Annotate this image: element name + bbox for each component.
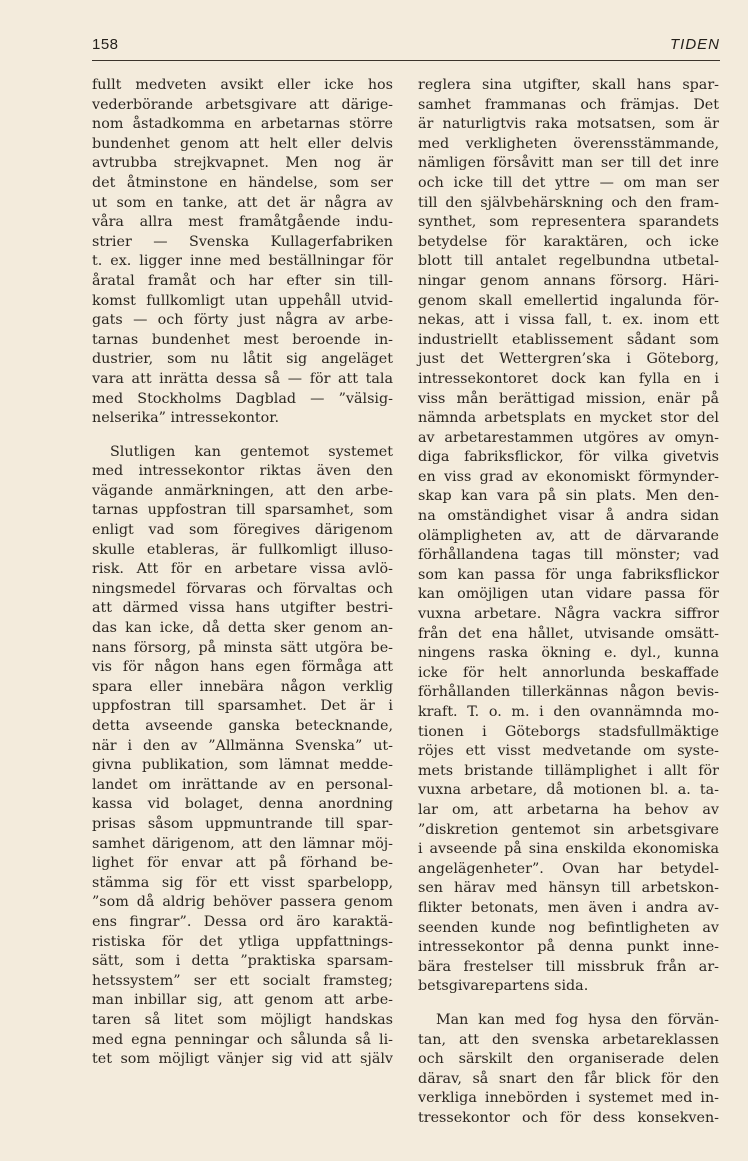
text-line: dustrier, som nu låtit sig angeläget [92,351,393,368]
text-line: tan, att den svenska arbetareklassen [418,1031,719,1048]
text-line: samhet frammanas och främjas. Det [418,96,719,113]
text-line: en viss grad av ekonomiskt förmynder- [418,468,719,485]
text-line: tet som möjligt vänjer sig vid att själv [92,1051,393,1068]
text-line: reglera sina utgifter, skall hans spar- [418,77,719,93]
text-line: förhållandena tagas till mönster; vad [418,547,719,564]
page-header [92,36,720,58]
text-line: uppfostran till sparsamhet. Det är i [92,698,393,715]
text-line: förhållanden tillerkännas någon bevis- [418,684,719,701]
text-line: olämpligheten av, att de därvarande [418,527,719,544]
paragraph-gap [418,997,719,1011]
text-line: avtrubba strejkvapnet. Men nog är [92,155,393,172]
text-line: till den självbehärskning och den fram- [418,194,719,211]
text-line: bära frestelser till missbruk från ar- [418,958,719,975]
text-line: röjes ett visst medvetande om syste- [418,743,719,760]
text-line: med Stockholms Dagblad — ”välsig- [92,390,393,407]
text-line: betsgivarepartens sida. [418,978,589,995]
left-column [92,76,393,1070]
text-line: blott till antalet regelbundna utbetal- [418,253,719,270]
text-line: nelserika” intressekontor. [92,410,280,427]
journal-title: TIDEN [670,36,720,53]
right-column [418,76,719,1128]
text-line: våra allra mest framåtgående indu- [92,214,393,231]
text-line: med verkligheten överensstämmande, [418,135,719,152]
text-line: det åtminstone en händelse, som ser [92,174,393,191]
text-line: ristiska för det ytliga uppfattnings- [92,933,393,950]
text-line: nom åstadkomma en arbetarnas större [92,116,393,133]
text-line: med intressekontor riktas även den [92,463,393,480]
text-line: givna publikation, som lämnat medde- [92,757,393,774]
text-line: kan omöjligen utan vidare passa för [418,586,719,603]
text-line: sen härav med hänsyn till arbetskon- [418,880,719,897]
text-line: intressekontoret dock kan fylla en i [418,370,719,387]
text-line: att därmed vissa hans utgifter bestri- [92,600,393,617]
paragraph [92,76,393,429]
text-line: ut som en tanke, att det är några av [92,194,393,211]
text-line: detta avseende ganska betecknande, [92,718,393,734]
text-line: just det Wettergren’ska i Göteborg, [418,351,719,368]
text-line: nekas, att i vissa fall, t. ex. inom ett [418,312,719,329]
text-line: därav, så snart den får blick för den [418,1070,719,1087]
text-line: nämligen försåvitt man ser till det inre [418,155,719,172]
text-line: som kan passa för unga fabriksflickor [418,566,719,583]
text-line: kraft. T. o. m. i den ovannämnda mo- [418,704,719,720]
text-line: taren så litet som möjligt handskas [92,1011,393,1028]
text-line: spara eller innebära någon verklig [92,678,393,695]
text-line: ningens raska ökning e. dyl., kunna [418,645,719,662]
text-line: nans försorg, på minsta sätt utgöra be- [92,639,393,656]
text-line: angelägenheter”. Ovan har betydel- [418,860,719,877]
text-line: samhet därigenom, att den lämnar möj- [92,835,393,852]
text-line: vuxna arbetare, då motionen bl. a. ta- [418,782,719,799]
text-line: enligt vad som föregives därigenom [92,522,393,539]
text-line: icke för helt annorlunda beskaffade [418,664,719,681]
text-line: verkliga innebörden i systemet med in- [418,1090,719,1107]
text-line: risk. Att för en arbetare vissa avlö- [92,561,393,578]
text-line: stämma sig för ett visst sparbelopp, [92,874,393,891]
text-line: lar om, att arbetarna ha behov av [418,801,719,818]
text-line: vuxna arbetare. Några vackra siffror [418,606,719,623]
text-line: tarnas uppfostran till sparsamhet, som [92,502,393,519]
text-line: Slutligen kan gentemot systemet [110,443,393,460]
text-line: från det ena hållet, utvisande omsätt- [418,625,719,642]
text-line: av arbetarestammen utgöres av omyn- [418,429,719,446]
text-line: skulle etableras, är fullkomligt illuso- [92,541,393,558]
text-line: mets bristande tillämplighet i allt för [418,762,719,779]
text-line: intressekontor på denna punkt inne- [418,939,719,956]
text-line: vägande anmärkningen, att den arbe- [92,482,393,499]
text-line: fullt medveten avsikt eller icke hos [92,77,393,93]
text-line: är naturligtvis raka motsatsen, som är [418,116,719,133]
text-line: vederbörande arbetsgivare att därige- [92,96,393,113]
text-line: med egna penningar och sålunda så li- [92,1031,393,1048]
text-line: prisas såsom uppmuntrande till spar- [92,815,393,832]
text-line: diga fabriksflickor, för vilka givetvis [418,449,719,466]
paragraph [92,443,393,1070]
text-line: landet om inrättande av en personal- [92,776,393,793]
text-line: ”diskretion gentemot sin arbetsgivare [418,821,719,838]
text-line: viss mån berättigad mission, enär på [418,390,719,407]
text-line: komst fullkomligt utan uppehåll utvid- [92,292,393,309]
text-line: åratal framåt och har efter sin till- [92,272,393,289]
paragraph-gap [92,429,393,443]
text-line: sätt, som i detta ”praktiska sparsam- [92,953,393,970]
text-line: das kan icke, då detta sker genom an- [92,620,393,637]
text-line: gats — och förty just några av arbe- [92,312,393,329]
text-line: ens fingrar”. Dessa ord äro karaktä- [92,913,393,930]
text-line: vara att inrätta dessa så — för att tala [92,370,393,387]
header-rule [92,60,720,61]
text-line: tressekontor och för dess konsekven- [418,1109,719,1126]
text-line: ningar genom annans försorg. Häri- [418,272,719,289]
text-line: vis för någon hans egen förmåga att [92,659,393,676]
paragraph [418,76,719,997]
text-line: kassa vid bolaget, denna anordning [92,796,393,813]
text-line: flikter betonats, men även i andra av- [418,899,719,916]
text-line: seenden kunde nog befintligheten av [418,919,719,936]
text-line: när i den av ”Allmänna Svenska” ut- [92,737,393,754]
text-line: ”som då aldrig behöver passera genom [92,894,393,911]
paragraph [418,1011,719,1129]
text-line: Man kan med fog hysa den förvän- [436,1011,719,1028]
text-line: bundenhet genom att helt eller delvis [92,135,393,152]
text-line: strier — Svenska Kullagerfabriken [92,233,393,250]
text-line: betydelse för karaktären, och icke [418,233,719,250]
text-line: tarnas bundenhet mest beroende in- [92,331,393,348]
text-line: synthet, som representera sparandets [418,214,719,231]
text-line: och särskilt den organiserade delen [418,1051,719,1068]
text-line: man inbillar sig, att genom att arbe- [92,992,393,1009]
text-line: hetssystem” ser ett socialt framsteg; [92,972,393,989]
text-line: tionen i Göteborgs stadsfullmäktige [418,723,719,740]
text-line: lighet för envar att på förhand be- [92,855,393,872]
text-line: och icke till det yttre — om man ser [418,174,719,191]
text-line: nämnda arbetsplats en mycket stor del [418,410,719,427]
text-line: industriellt etablissement sådant som [418,331,719,348]
text-line: skap kan vara på sin plats. Men den- [418,488,719,505]
text-line: na omständighet visar å andra sidan [418,508,719,525]
text-line: i avseende på sina enskilda ekonomiska [418,841,719,858]
text-line: ningsmedel förvaras och förvaltas och [92,580,393,597]
page-number: 158 [92,36,119,53]
text-line: genom skall emellertid ingalunda för- [418,292,719,309]
text-line: t. ex. ligger inne med beställningar för [92,253,393,270]
